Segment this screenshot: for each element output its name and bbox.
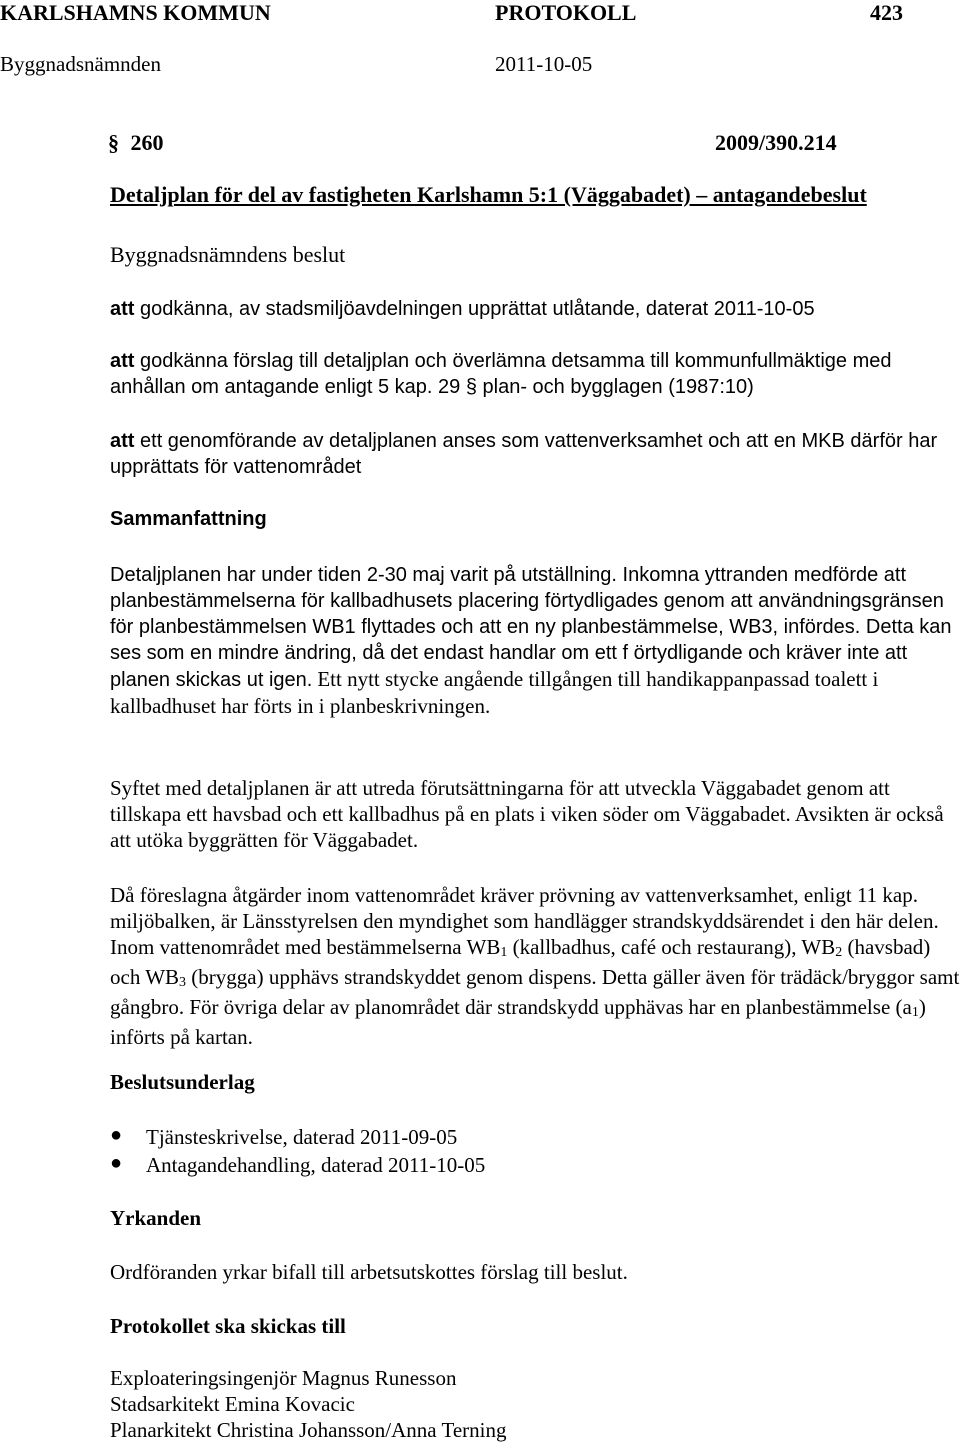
recipient: Exploateringsingenjör Magnus Runesson (110, 1366, 457, 1390)
basis-item: Tjänsteskrivelse, daterad 2011-09-05 (146, 1125, 458, 1149)
case-dnr: 2009/390.214 (715, 130, 837, 155)
bullet-icon: ● (110, 1124, 123, 1146)
summary-paragraph-2: Syftet med detaljplanen är att utreda förutsättningarna för att utveckla Väggabadet genom att tillskapa ett havsbad och ett kallbadhus på en plats i viken söder om Väggabadet. Avsikten är också att utöka byggrätten för Väggabadet. (110, 776, 944, 852)
summary-heading: Sammanfattning (110, 508, 267, 530)
motions-heading: Yrkanden (110, 1206, 202, 1230)
basis-item: Antagandehandling, daterad 2011-10-05 (146, 1153, 486, 1177)
summary-paragraph-1: Detaljplanen har under tiden 2-30 maj varit på utställning. Inkomna yttranden medförde att planbestämmelserna för kallbadhusets placering förtydligades genom att användningsgränsen för planbestämmelsen WB1 flyttades och att en ny planbestämmelse, WB3, infördes. Detta kan ses som en mindre ändring, då det endast handlar om ett f örtydligande och kräver inte att planen skickas ut igen. Ett nytt stycke angående tillgången till handikappanpassad toalett i kallbadhuset har förts in i planbeskrivningen. (110, 564, 952, 718)
paragraph-symbol-icon: § (108, 130, 119, 155)
distribution-heading: Protokollet ska skickas till (110, 1314, 346, 1338)
page-number: 423 (870, 0, 903, 25)
decision-item-1: att godkänna, av stadsmiljöavdelningen upprättat utlåtande, daterat 2011-10-05 (110, 298, 815, 320)
basis-heading: Beslutsunderlag (110, 1070, 255, 1094)
recipient: Planarkitekt Christina Johansson/Anna Terning (110, 1418, 507, 1442)
summary-paragraph-3: Då föreslagna åtgärder inom vattenområdet kräver prövning av vattenverksamhet, enligt 11 kap. miljöbalken, är Länsstyrelsen den myndighet som handlägger strandskyddsärendet i den här delen. Inom vattenområdet med bestämmelserna WB1 (kallbadhus, café och restaurang), WB2 (havsbad) och WB3 (brygga) upphävs strandskyddet genom dispens. Detta gäller även för trädäck/bryggor samt gångbro. För övriga delar av planområdet där strandskydd upphävas har en planbestämmelse (a1) införts på kartan. (110, 883, 960, 1049)
recipient: Stadsarkitekt Emina Kovacic (110, 1392, 355, 1416)
bullet-icon: ● (110, 1152, 123, 1174)
case-title: Detaljplan för del av fastigheten Karlshamn 5:1 (Väggabadet) – antagandebeslut (110, 182, 867, 207)
decision-heading: Byggnadsnämndens beslut (110, 242, 346, 267)
decision-item-3: att ett genomförande av detaljplanen anses som vattenverksamhet och att en MKB därför har upprättats för vattenområdet (110, 430, 938, 478)
paragraph-symbol-icon: § (465, 376, 477, 398)
meeting-date: 2011-10-05 (495, 52, 593, 76)
org-name: KARLSHAMNS KOMMUN (0, 0, 271, 25)
decision-item-2: att godkänna förslag till detaljplan och överlämna detsamma till kommunfullmäktige med anhållan om antagande enligt 5 kap. 29 § plan- och bygglagen (1987:10) (110, 350, 892, 398)
case-number (108, 130, 164, 156)
motions-text: Ordföranden yrkar bifall till arbetsutskottes förslag till beslut. (110, 1260, 628, 1284)
doc-type: PROTOKOLL (495, 0, 637, 25)
committee-name: Byggnadsnämnden (0, 52, 161, 76)
case-number-value: 260 (130, 130, 164, 155)
